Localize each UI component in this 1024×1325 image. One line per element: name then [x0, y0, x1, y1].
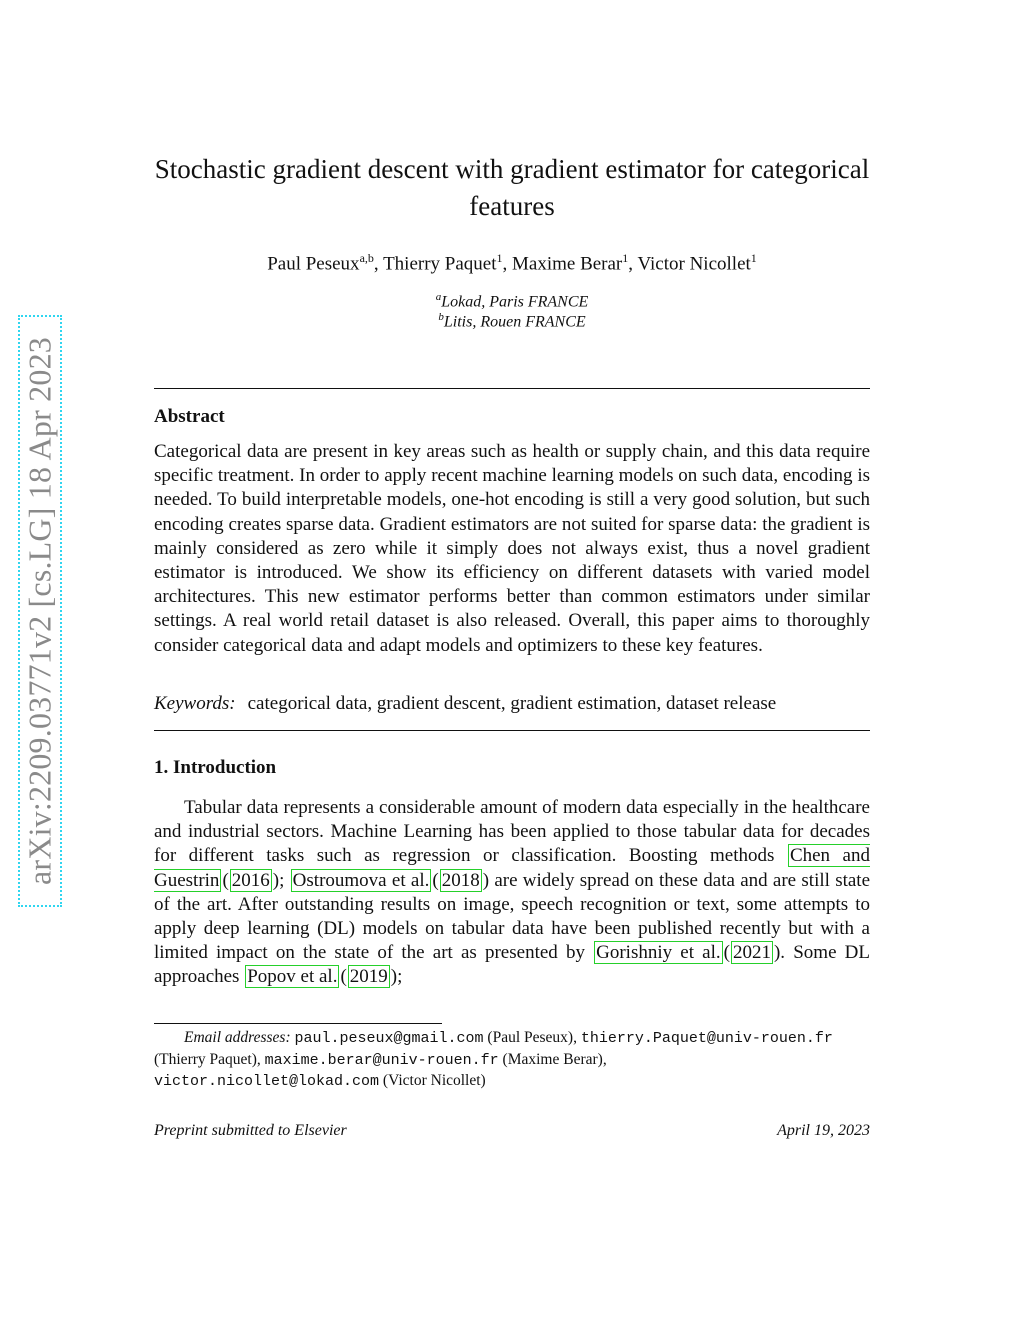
- intro-text: Tabular data represents a considerable amount of modern data especially in the healthcare and industrial sectors. Machine Learning has been applied to those tabular data for decades for different tasks such as regression or classification. Boosting methods: [154, 797, 870, 867]
- keywords-text: categorical data, gradient descent, gradient estimation, dataset release: [247, 693, 777, 714]
- email-owner: (Thierry Paquet),: [154, 1050, 261, 1068]
- footer-journal: Preprint submitted to Elsevier: [154, 1122, 347, 1139]
- footer-date: April 19, 2023: [777, 1122, 870, 1139]
- abstract-text: Categorical data are present in key areas such as health or supply chain, and this data require specific treatment. In order to apply recent machine learning models on such data, encoding is needed. To build interpretable models, one-hot encoding is still a very good solution, but such encoding creates sparse data. Gradient estimators are not suited for sparse data: the gradient is mainly considered as zero while it simply does not always exist, thus a novel gradient estimator is introduced. We show its efficiency on different datasets with varied model architectures. This new estimator performs better than common estimators under similar settings. A real world retail dataset is also released. Overall, this paper aims to thoroughly consider categorical data and adapt models and optimizers to these key features.: [154, 441, 870, 656]
- footnote-divider: [154, 1023, 442, 1024]
- email-link[interactable]: thierry.Paquet@univ-rouen.fr: [580, 1030, 833, 1047]
- email-owner: (Victor Nicollet): [382, 1072, 486, 1089]
- email-link[interactable]: paul.peseux@gmail.com: [294, 1030, 484, 1047]
- citation-year-link[interactable]: 2018: [441, 869, 480, 891]
- intro-text: are widely spread on these data and are still state of the art. After outstanding results on image, speech recognition or text, some attempts to apply deep learning (DL) models on tabular data have been published recently but with a limited impact on the state of the art as presented by: [154, 869, 871, 964]
- citation-year-link[interactable]: 2021: [732, 942, 771, 964]
- author-affil-mark: 1: [622, 251, 629, 265]
- keywords-line: [154, 693, 870, 715]
- citation-link[interactable]: Popov et al.: [247, 966, 338, 988]
- citation-link[interactable]: Ostroumova et al.: [292, 869, 430, 891]
- email-link[interactable]: victor.nicollet@lokad.com: [154, 1073, 380, 1090]
- email-owner: (Paul Peseux),: [487, 1029, 577, 1046]
- affiliation-text: Litis, Rouen FRANCE: [443, 313, 586, 331]
- citation-year-link[interactable]: 2019: [349, 966, 388, 988]
- citation-year-link[interactable]: 2016: [231, 869, 270, 891]
- citation-link[interactable]: Gorishniy et al.: [596, 942, 721, 964]
- email-label: Email addresses:: [184, 1029, 291, 1046]
- author-name: Maxime Berar: [512, 253, 623, 275]
- affiliation-text: Lokad, Paris FRANCE: [441, 293, 589, 311]
- arxiv-stamp-text: arXiv:2209.03771v2 [cs.LG] 18 Apr 2023: [21, 337, 58, 885]
- affiliation-mark: a: [435, 291, 442, 303]
- intro-text: Some DL approaches: [154, 942, 870, 988]
- author-name: Paul Peseux: [267, 253, 360, 275]
- affiliation: [154, 291, 870, 311]
- email-link[interactable]: maxime.berar@univ-rouen.fr: [264, 1051, 499, 1069]
- citation-link[interactable]: Chen and Guestrin: [154, 845, 870, 891]
- author-name: Thierry Paquet: [383, 253, 497, 275]
- author-affil-mark: 1: [750, 251, 757, 265]
- author-list: Paul Peseux$^{a,b}$, Thierry Paquet$^1$, Maxime Berar$^1$, Victor Nicollet$^1$: [267, 251, 757, 275]
- author-name: Victor Nicollet: [637, 253, 751, 275]
- introduction-heading: 1. Introduction: [154, 757, 277, 778]
- top-divider: [154, 388, 870, 389]
- email-footnote: [154, 1028, 870, 1093]
- author-affil-mark: a,b: [359, 251, 374, 265]
- arxiv-stamp[interactable]: [18, 315, 62, 907]
- affiliation-mark: b: [438, 311, 444, 323]
- author-affil-mark: 1: [496, 251, 503, 265]
- bottom-divider: [154, 730, 870, 731]
- email-owner: (Maxime Berar),: [502, 1050, 607, 1068]
- keywords-label: Keywords:: [154, 693, 236, 714]
- paper-title: Stochastic gradient descent with gradient estimator for categorical features: [154, 154, 870, 221]
- introduction-paragraph: Tabular data represents a considerable amount of modern data especially in the healthcare and industrial sectors. Machine Learning has been applied to those tabular data for decades for different tasks such as regression or classification. Boosting methods Chen and Guestrin ( 2016 ); Ostroumova et al. ( 2018 ) are widely spread on these data and are still state of the art. After outstanding results on image, speech recognition or text, some attempts to apply deep learning (DL) models on tabular data have been published recently but with a limited impact on the state of the art as presented by Gorishniy et al. ( 2021 ). Some DL approaches Popov et al. ( 2019 );: [154, 797, 871, 988]
- abstract-heading: Abstract: [154, 406, 225, 427]
- affiliation: [154, 311, 870, 331]
